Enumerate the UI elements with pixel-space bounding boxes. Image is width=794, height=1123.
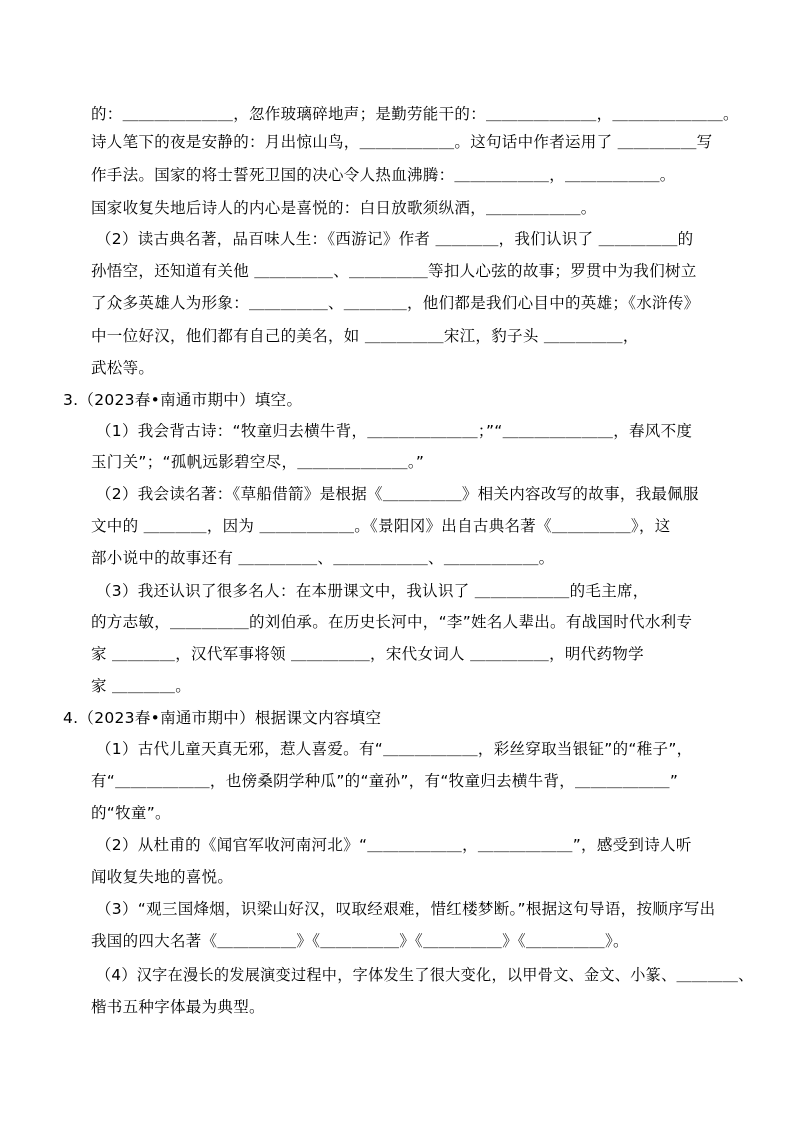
text-line: （4）汉字在漫长的发展演变过程中，字体发生了很大变化，以甲骨文、金文、小篆、＿＿＿＿、 bbox=[96, 966, 754, 984]
text-line: 家 ＿＿＿＿。 bbox=[91, 677, 192, 695]
text-line: 的：＿＿＿＿＿＿＿，忽作玻璃碎地声；是勤劳能干的：＿＿＿＿＿＿＿，＿＿＿＿＿＿＿。 bbox=[91, 105, 739, 123]
text-line: （3）“观三国烽烟，识梁山好汉，叹取经艰难，惜红楼梦断。”根据这句导语，按顺序写出 bbox=[96, 900, 716, 918]
text-line: 的方志敏，＿＿＿＿＿的刘伯承。在历史长河中，“李”姓名人辈出。有战国时代水利专 bbox=[91, 613, 693, 631]
text-line: 诗人笔下的夜是安静的：月出惊山鸟，＿＿＿＿＿＿。这句话中作者运用了 ＿＿＿＿＿写 bbox=[91, 133, 713, 151]
text-line: 闻收复失地的喜悦。 bbox=[91, 868, 234, 886]
text-line: 作手法。国家的将士誓死卫国的决心令人热血沸腾：＿＿＿＿＿＿，＿＿＿＿＿＿。 bbox=[91, 166, 676, 184]
question-heading: 4.（2023春•南通市期中）根据课文内容填空 bbox=[63, 709, 382, 727]
text-line: 文中的 ＿＿＿＿，因为 ＿＿＿＿＿＿。《景阳冈》出自古典名著《＿＿＿＿＿》，这 bbox=[91, 517, 671, 535]
text-line: （2）我会读名著：《草船借箭》是根据《＿＿＿＿＿》相关内容改写的故事，我最佩服 bbox=[96, 485, 699, 503]
text-line: 部小说中的故事还有 ＿＿＿＿＿、＿＿＿＿＿＿、＿＿＿＿＿＿。 bbox=[91, 549, 555, 567]
text-line: 我国的四大名著《＿＿＿＿＿》《＿＿＿＿＿》《＿＿＿＿＿》《＿＿＿＿＿》。 bbox=[91, 932, 629, 950]
text-line: 玉门关”；“孤帆远影碧空尽，＿＿＿＿＿＿＿。” bbox=[91, 453, 425, 471]
text-line: 了众多英雄人为形象：＿＿＿＿＿、＿＿＿＿，他们都是我们心目中的英雄；《水浒传》 bbox=[91, 294, 700, 312]
text-line: 有“＿＿＿＿＿＿，也傍桑阴学种瓜”的“童孙”，有“牧童归去横牛背，＿＿＿＿＿＿” bbox=[91, 772, 679, 790]
text-line: （1）古代儿童天真无邪，惹人喜爱。有“＿＿＿＿＿＿，彩丝穿取当银钲”的“稚子”， bbox=[96, 740, 693, 758]
text-line: 武松等。 bbox=[91, 359, 155, 377]
text-line: （1）我会背古诗：“牧童归去横牛背，＿＿＿＿＿＿＿；”“＿＿＿＿＿＿＿，春风不度 bbox=[96, 422, 693, 440]
text-line: 中一位好汉，他们都有自己的美名，如 ＿＿＿＿＿宋江，豹子头 ＿＿＿＿＿， bbox=[91, 327, 639, 345]
text-line: （3）我还认识了很多名人：在本册课文中，我认识了 ＿＿＿＿＿＿的毛主席， bbox=[96, 582, 649, 600]
text-line: 的“牧童”。 bbox=[91, 804, 171, 822]
text-line: 家 ＿＿＿＿，汉代军事将领 ＿＿＿＿＿，宋代女词人 ＿＿＿＿＿，明代药物学 bbox=[91, 645, 644, 663]
text-line: （2）读古典名著，品百味人生：《西游记》作者 ＿＿＿＿，我们认识了 ＿＿＿＿＿的 bbox=[96, 230, 694, 248]
text-line: 国家收复失地后诗人的内心是喜悦的：白日放歌须纵酒，＿＿＿＿＿＿。 bbox=[91, 199, 597, 217]
text-line: 孙悟空，还知道有关他 ＿＿＿＿＿、＿＿＿＿＿等扣人心弦的故事；罗贯中为我们树立 bbox=[91, 262, 697, 280]
text-line: 楷书五种字体最为典型。 bbox=[91, 998, 265, 1016]
question-heading: 3.（2023春•南通市期中）填空。 bbox=[63, 391, 303, 409]
text-line: （2）从杜甫的《闻官军收河南河北》“＿＿＿＿＿＿，＿＿＿＿＿＿”，感受到诗人听 bbox=[96, 836, 692, 854]
